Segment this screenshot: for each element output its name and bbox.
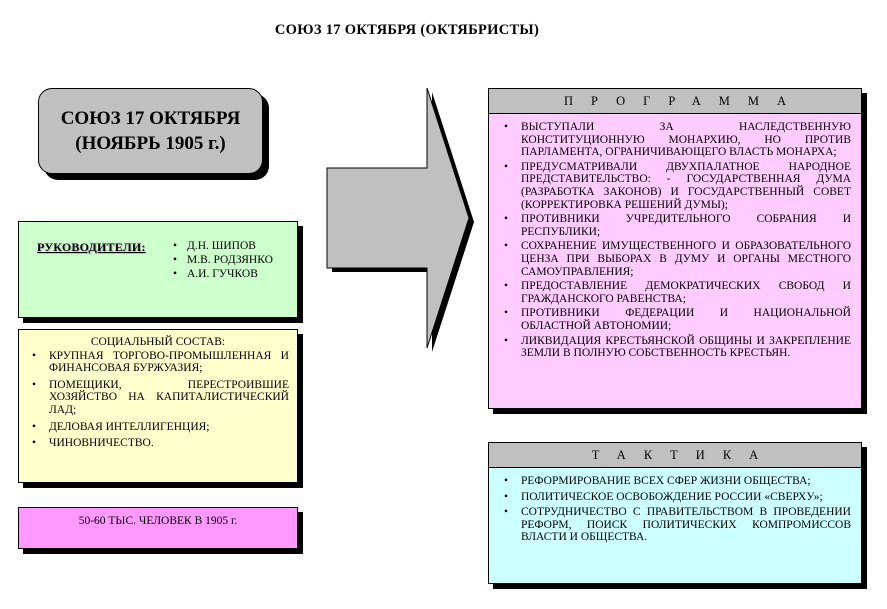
program-item: • ЛИКВИДАЦИЯ КРЕСТЬЯНСКОЙ ОБЩИНЫ И ЗАКРЕПЛЕНИЕ ЗЕМЛИ В ПОЛНУЮ СОБСТВЕННОСТЬ КРЕСТЬЯН. [499, 335, 851, 360]
tactics-list [499, 475, 851, 544]
program-item: • ПРОТИВНИКИ ФЕДЕРАЦИИ И НАЦИОНАЛЬНОЙ ОБЛАСТНОЙ АВТОНОМИИ; [499, 307, 851, 332]
tactics-item: • ПОЛИТИЧЕСКОЕ ОСВОБОЖДЕНИЕ РОССИИ «СВЕРХУ»; [499, 491, 851, 504]
membership-box: 50-60 ТЫС. ЧЕЛОВЕК В 1905 г. [18, 507, 298, 549]
title-card-line1: СОЮЗ 17 ОКТЯБРЯ [60, 108, 241, 129]
leaders-list [171, 239, 273, 281]
leader-item: • М.В. РОДЗЯНКО [171, 253, 273, 267]
social-composition-box [18, 329, 298, 483]
social-item: • ЧИНОВНИЧЕСТВО. [27, 437, 289, 450]
social-item: • КРУПНАЯ ТОРГОВО-ПРОМЫШЛЕННАЯ И ФИНАНСОВАЯ БУРЖУАЗИЯ; [27, 350, 289, 375]
title-card-line2: (НОЯБРЬ 1905 г.) [75, 133, 226, 154]
program-item: • ПРОТИВНИКИ УЧРЕДИТЕЛЬНОГО СОБРАНИЯ И РЕСПУБЛИКИ; [499, 213, 851, 238]
tactics-item: • РЕФОРМИРОВАНИЕ ВСЕХ СФЕР ЖИЗНИ ОБЩЕСТВА; [499, 475, 851, 488]
right-arrow-icon [326, 88, 476, 356]
tactics-item: • СОТРУДНИЧЕСТВО С ПРАВИТЕЛЬСТВОМ В ПРОВЕДЕНИИ РЕФОРМ, ПОИСК ПОЛИТИЧЕСКИХ КОМПРОМИССОВ ВЛАСТИ И ОБЩЕСТВА. [499, 506, 851, 544]
leaders-box [18, 221, 298, 318]
leaders-label: РУКОВОДИТЕЛИ: [37, 240, 146, 254]
program-item: • ВЫСТУПАЛИ ЗА НАСЛЕДСТВЕННУЮ КОНСТИТУЦИОННУЮ МОНАРХИЮ, НО ПРОТИВ ПАРЛАМЕНТА, ОГРАНИЧИВАЮЩЕГО ВЛАСТЬ МОНАРХА; [499, 121, 851, 159]
social-composition-list [27, 350, 289, 450]
program-item: • СОХРАНЕНИЕ ИМУЩЕСТВЕННОГО И ОБРАЗОВАТЕЛЬНОГО ЦЕНЗА ПРИ ВЫБОРАХ В ДУМУ И ОРГАНЫ МЕСТНОГО САМОУПРАВЛЕНИЯ; [499, 240, 851, 278]
social-composition-heading: СОЦИАЛЬНЫЙ СОСТАВ: [90, 336, 226, 348]
social-item: • ПОМЕЩИКИ, ПЕРЕСТРОИВШИЕ ХОЗЯЙСТВО НА КАПИТАЛИСТИЧЕСКИЙ ЛАД; [27, 379, 289, 417]
program-item: • ПРЕДУСМАТРИВАЛИ ДВУХПАЛАТНОЕ НАРОДНОЕ ПРЕДСТАВИТЕЛЬСТВО: - ГОСУДАРСТВЕННАЯ ДУМА (РАЗРАБОТКА ЗАКОНОВ) И ГОСУДАРСТВЕННЫЙ СОВЕТ (КОРРЕКТИРОВКА РЕШЕНИЙ ДУМЫ); [499, 161, 851, 211]
program-panel [488, 88, 862, 409]
leader-item: • Д.Н. ШИПОВ [171, 239, 273, 253]
program-heading: ПРОГРАММА [489, 89, 861, 114]
tactics-panel [488, 442, 862, 584]
tactics-heading: ТАКТИКА [489, 443, 861, 468]
page-title: СОЮЗ 17 ОКТЯБРЯ (ОКТЯБРИСТЫ) [274, 22, 540, 38]
leader-item: • А.И. ГУЧКОВ [171, 267, 273, 281]
social-item: • ДЕЛОВАЯ ИНТЕЛЛИГЕНЦИЯ; [27, 421, 289, 434]
program-list [499, 121, 851, 360]
program-item: • ПРЕДОСТАВЛЕНИЕ ДЕМОКРАТИЧЕСКИХ СВОБОД И ГРАЖДАНСКОГО РАВЕНСТВА; [499, 280, 851, 305]
title-card [38, 88, 263, 174]
